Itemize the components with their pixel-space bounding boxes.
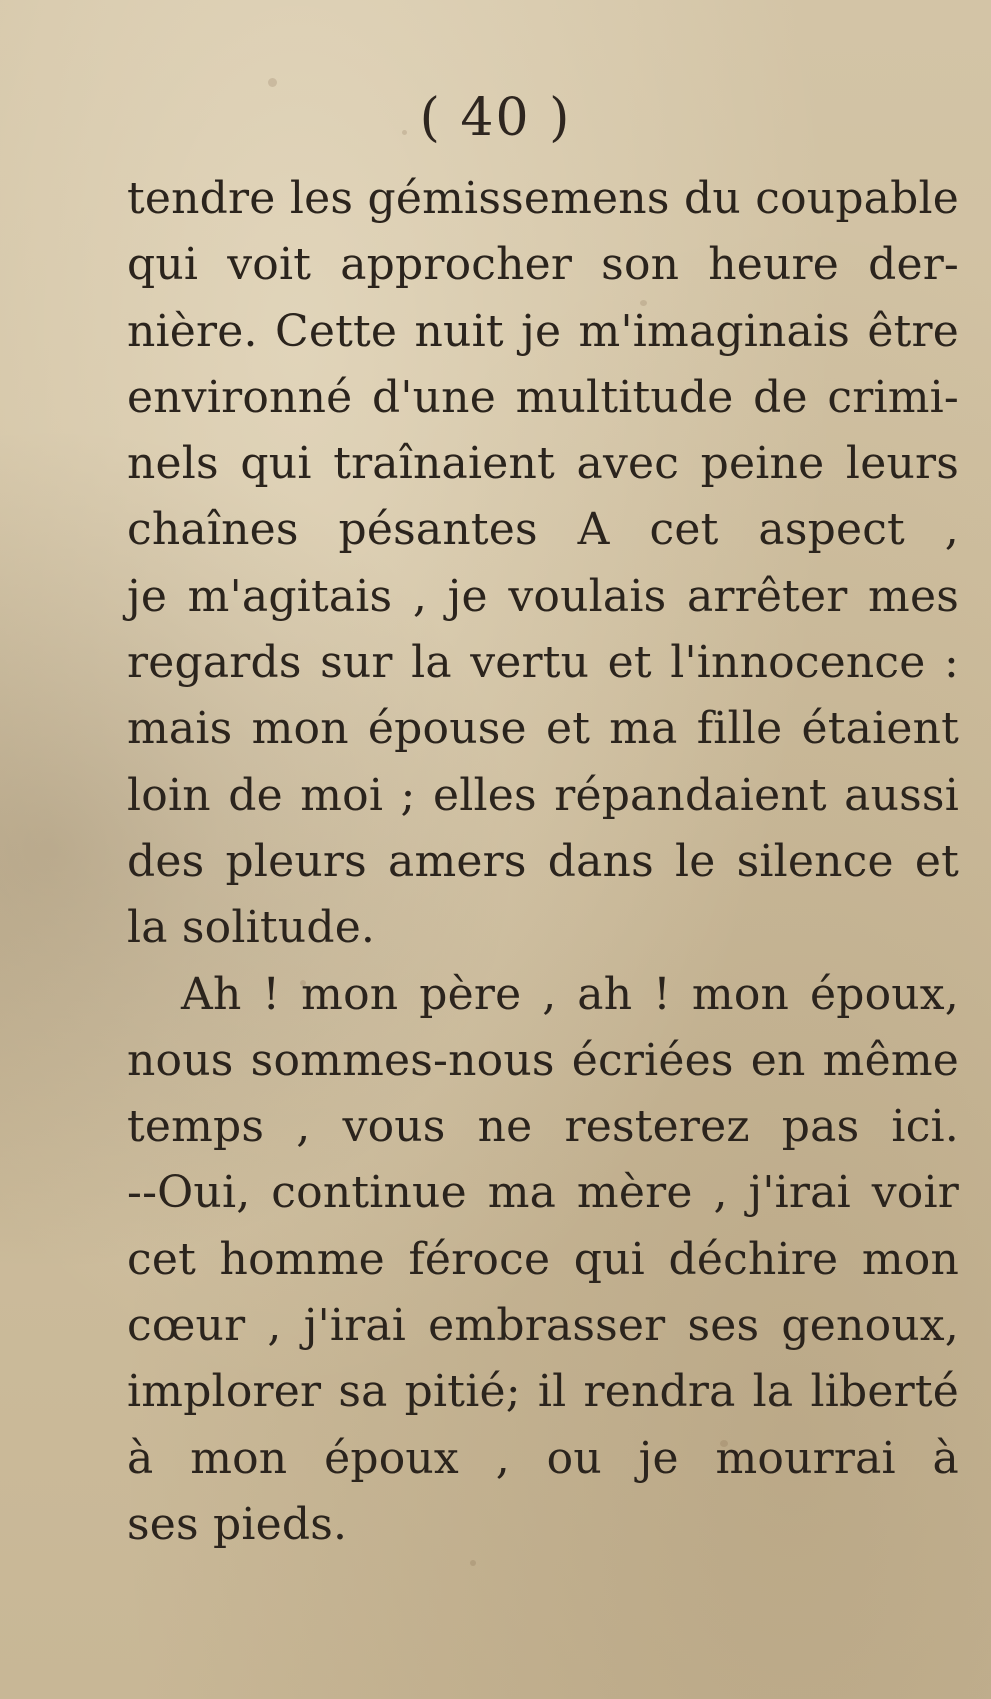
text-line: chaînes pésantes A cet aspect ,	[127, 504, 959, 556]
text-line: nous sommes-nous écriées en même	[127, 1034, 959, 1086]
text-line: loin de moi ; elles répandaient aussi	[127, 769, 959, 821]
text-line: des pleurs amers dans le silence et	[127, 835, 959, 887]
text-line: environné d'une multitude de crimi-	[127, 371, 959, 423]
text-line: implorer sa pitié; il rendra la liberté	[127, 1366, 959, 1418]
body-text	[127, 166, 959, 1558]
page-number: ( 40 )	[419, 88, 572, 148]
text-line: nière. Cette nuit je m'imaginais être	[127, 305, 959, 357]
text-line: cœur , j'irai embrasser ses genoux,	[127, 1300, 959, 1352]
text-line: mais mon épouse et ma fille étaient	[127, 703, 959, 755]
text-line: ses pieds.	[127, 1498, 348, 1550]
text-line: nels qui traînaient avec peine leurs	[127, 438, 959, 490]
text-line: tendre les gémissemens du coupable	[127, 173, 959, 224]
text-line: qui voit approcher son heure der-	[127, 239, 959, 291]
text-line: regards sur la vertu et l'innocence :	[127, 637, 959, 689]
text-line: je m'agitais , je voulais arrêter mes	[127, 570, 959, 622]
text-line: temps , vous ne resterez pas ici.	[127, 1101, 959, 1153]
text-line: la solitude.	[127, 902, 376, 954]
text-line: --Oui, continue ma mère , j'irai voir	[127, 1167, 959, 1219]
text-line: à mon époux , ou je mourrai à	[127, 1432, 959, 1484]
text-line: Ah ! mon père , ah ! mon époux,	[181, 968, 959, 1020]
text-line: cet homme féroce qui déchire mon	[127, 1233, 959, 1285]
